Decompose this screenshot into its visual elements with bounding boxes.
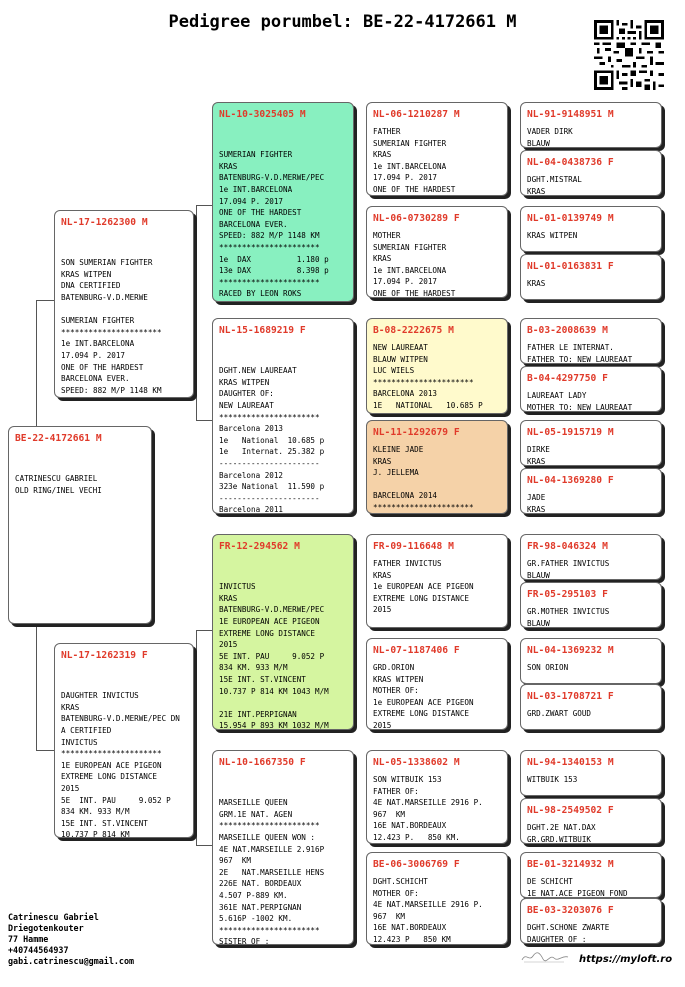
card-details: JADE KRAS [527,493,546,514]
ring-number: B-03-2008639 M [527,325,608,336]
ring-number: NL-03-1708721 F [527,691,614,702]
ring-number: NL-06-0730289 F [373,213,460,224]
ring-number: NL-94-1340153 M [527,757,614,768]
pedigree-card-g3[interactable] [366,206,508,298]
contact-name: Catrinescu Gabriel [8,912,99,922]
ring-number: NL-05-1338602 M [373,757,460,768]
ring-number: FR-09-116648 M [373,541,454,552]
ring-number: NL-04-1369280 F [527,475,614,486]
website-link[interactable]: https://myloft.ro [579,954,673,965]
pedigree-card-g4[interactable] [520,206,662,252]
pedigree-card-g4[interactable] [520,420,662,466]
ring-number: B-08-2222675 M [373,325,454,336]
pedigree-card-g4[interactable] [520,534,662,580]
ring-number: BE-22-4172661 M [15,433,102,444]
pedigree-card-g3[interactable] [366,534,508,628]
ring-number: NL-11-1292679 F [373,427,460,438]
ring-number: NL-01-0163831 F [527,261,614,272]
connector-line [36,625,37,750]
pedigree-card-dam[interactable] [54,643,194,838]
connector-line [36,300,54,301]
pedigree-card-g4[interactable] [520,750,662,796]
ring-number: NL-06-1210287 M [373,109,460,120]
pedigree-card-sire[interactable] [54,210,194,398]
pedigree-card-g3[interactable] [366,102,508,196]
pedigree-card-g3[interactable] [366,638,508,730]
card-details: GRD.ORION KRAS WITPEN MOTHER OF: 1e EUROPEAN ACE PIGEON EXTREME LONG DISTANCE 2015 [373,663,474,730]
ring-number: NL-10-3025405 M [219,109,306,120]
card-details: GR.MOTHER INVICTUS BLAUW [527,607,610,628]
contact-city: 77 Hamme [8,934,49,944]
connector-line [36,750,54,751]
card-details: CATRINESCU GABRIEL OLD RING/INEL VECHI [15,474,102,495]
contact-phone: +40744564937 [8,945,69,955]
connector-line [196,205,212,206]
ring-number: B-04-4297750 F [527,373,608,384]
ring-number: NL-05-1915719 M [527,427,614,438]
pedigree-card-g4[interactable] [520,898,662,944]
pedigree-card-g4[interactable] [520,582,662,628]
pedigree-card-subject[interactable] [8,426,152,624]
card-details: FATHER LE INTERNAT. FATHER TO: NEW LAUREAAT [527,343,633,364]
pedigree-card-g4[interactable] [520,798,662,844]
connector-line [196,845,212,846]
card-details: GR.FATHER INVICTUS BLAUW [527,559,610,580]
ring-number: NL-01-0139749 M [527,213,614,224]
card-details: DGHT.MISTRAL KRAS [527,175,582,196]
ring-number: NL-07-1187406 F [373,645,460,656]
qr-code-icon [594,20,664,90]
card-details: MOTHER SUMERIAN FIGHTER KRAS 1e INT.BARCELONA 17.094 P. 2017 ONE OF THE HARDEST [373,231,456,298]
pedigree-card-g4[interactable] [520,102,662,148]
pedigree-card-g4[interactable] [520,852,662,898]
ring-number: NL-98-2549502 F [527,805,614,816]
ring-number: FR-05-295103 F [527,589,608,600]
ring-number: NL-17-1262300 M [61,217,148,228]
contact-email: gabi.catrinescu@gmail.com [8,956,135,966]
pedigree-card-dam-dam[interactable] [212,750,354,945]
card-details: FATHER INVICTUS KRAS 1e EUROPEAN ACE PIGEON EXTREME LONG DISTANCE 2015 [373,559,474,615]
pedigree-card-sire-sire[interactable] [212,102,354,302]
pedigree-card-g4[interactable] [520,150,662,196]
card-details: KLEINE JADE KRAS J. JELLEMA BARCELONA 2014 ********************** [373,445,474,512]
pedigree-card-g4[interactable] [520,254,662,300]
card-details: INVICTUS KRAS BATENBURG-V.D.MERWE/PEC 1E EUROPEAN ACE PIGEON EXTREME LONG DISTANCE 2015 5E INT. PAU 9.052 P 834 KM. 933 M/M 15E INT. ST.VINCENT 10.737 P 814 KM 1043 M/M 21E INT.PERPIGNAN 15.954 P 893 KM 1032 M/M [219,582,329,730]
pedigree-card-g3[interactable] [366,318,508,414]
card-details: SUMERIAN FIGHTER KRAS BATENBURG-V.D.MERWE/PEC 1e INT.BARCELONA 17.094 P. 2017 ONE OF THE HARDEST BARCELONA EVER. SPEED: 882 M/P 1148 KM ********************** 1e DAX 1.180 p 13e DAX 8.398 p ********************** RACED BY LEON ROKS [219,150,329,299]
pedigree-card-g3[interactable] [366,750,508,844]
connector-line [196,630,212,631]
pedigree-card-g4[interactable] [520,684,662,730]
card-details: DGHT.SCHONE ZWARTE DAUGHTER OF : [527,923,610,944]
ring-number: NL-91-9148951 M [527,109,614,120]
card-details: DGHT.2E NAT.DAX GR.GRD.WITBUIK [527,823,596,844]
pedigree-card-g4[interactable] [520,468,662,514]
pedigree-card-g4[interactable] [520,366,662,412]
pedigree-card-g4[interactable] [520,318,662,364]
connector-line [196,205,197,420]
card-details: LAUREAAT LADY MOTHER TO: NEW LAUREAAT [527,391,633,412]
card-details: SON SUMERIAN FIGHTER KRAS WITPEN DNA CERTIFIED BATENBURG-V.D.MERWE SUMERIAN FIGHTER ********************** 1e INT.BARCELONA 17.094 P. 2017 ONE OF THE HARDEST BARCELONA EVER. SPEED: 882 M/P 1148 KM [61,258,162,395]
page-title: Pedigree porumbel: BE-22-4172661 M [168,12,517,32]
pedigree-card-g3[interactable] [366,852,508,945]
card-details: WITBUIK 153 [527,775,578,784]
card-details: DGHT.SCHICHT MOTHER OF: 4E NAT.MARSEILLE 2916 P. 967 KM 16E NAT.BORDEAUX 12.423 P 850 KM [373,877,483,944]
pedigree-card-g3[interactable] [366,420,508,514]
ring-number: FR-98-046324 M [527,541,608,552]
card-details: DE SCHICHT 1E NAT.ACE PIGEON FOND [527,877,628,898]
ring-number: FR-12-294562 M [219,541,300,552]
ring-number: NL-10-1667350 F [219,757,306,768]
card-details: NEW LAUREAAT BLAUW WITPEN LUC WIELS ********************** BARCELONA 2013 1E NATIONAL 10.685 P [373,343,483,410]
signature-icon [520,950,570,964]
pedigree-card-dam-sire[interactable] [212,534,354,730]
card-details: SON WITBUIK 153 FATHER OF: 4E NAT.MARSEILLE 2916 P. 967 KM 16E NAT.BORDEAUX 12.423 P. 850 KM. [373,775,483,842]
ring-number: NL-04-0438736 F [527,157,614,168]
ring-number: BE-01-3214932 M [527,859,614,870]
card-details: KRAS [527,279,546,288]
ring-number: BE-06-3006769 F [373,859,460,870]
card-details: DGHT.NEW LAUREAAT KRAS WITPEN DAUGHTER OF: NEW LAUREAAT ********************** Barcelona 2013 1e National 10.685 p 1e Internat. 25.382 p ---------------------- Barcelona 2012 323e National 11.590 p ---------------------- Barcelona 2011 [219,366,325,514]
card-details: GRD.ZWART GOUD [527,709,592,718]
ring-number: NL-17-1262319 F [61,650,148,661]
card-details: SON ORION [527,663,569,672]
connector-line [36,300,37,428]
connector-line [196,630,197,845]
card-details: DIRKE KRAS [527,445,550,466]
pedigree-card-sire-dam[interactable] [212,318,354,514]
connector-line [196,420,212,421]
card-details: KRAS WITPEN [527,231,578,240]
contact-block [8,912,134,967]
card-details: VADER DIRK BLAUW [527,127,573,148]
card-details: FATHER SUMERIAN FIGHTER KRAS 1e INT.BARCELONA 17.094 P. 2017 ONE OF THE HARDEST [373,127,456,194]
pedigree-card-g4[interactable] [520,638,662,684]
contact-address: Driegotenkouter [8,923,84,933]
card-details: DAUGHTER INVICTUS KRAS BATENBURG-V.D.MERWE/PEC DN A CERTIFIED INVICTUS ********************** 1E EUROPEAN ACE PIGEON EXTREME LONG DISTANCE 2015 5E INT. PAU 9.052 P 834 KM. 933 M/M 15E INT. ST.VINCENT 10.737 P 814 KM [61,691,180,838]
ring-number: NL-15-1689219 F [219,325,306,336]
ring-number: NL-04-1369232 M [527,645,614,656]
ring-number: BE-03-3203076 F [527,905,614,916]
card-details: MARSEILLE QUEEN GRM.1E NAT. AGEN ********************** MARSEILLE QUEEN WON : 4E NAT.MARSEILLE 2.916P 967 KM 2E NAT.MARSEILLE HENS 226E NAT. BORDEAUX 4.507 P-889 KM. 361E NAT.PERPIGNAN 5.616P -1002 KM. ********************** SISTER OF : [219,798,325,945]
